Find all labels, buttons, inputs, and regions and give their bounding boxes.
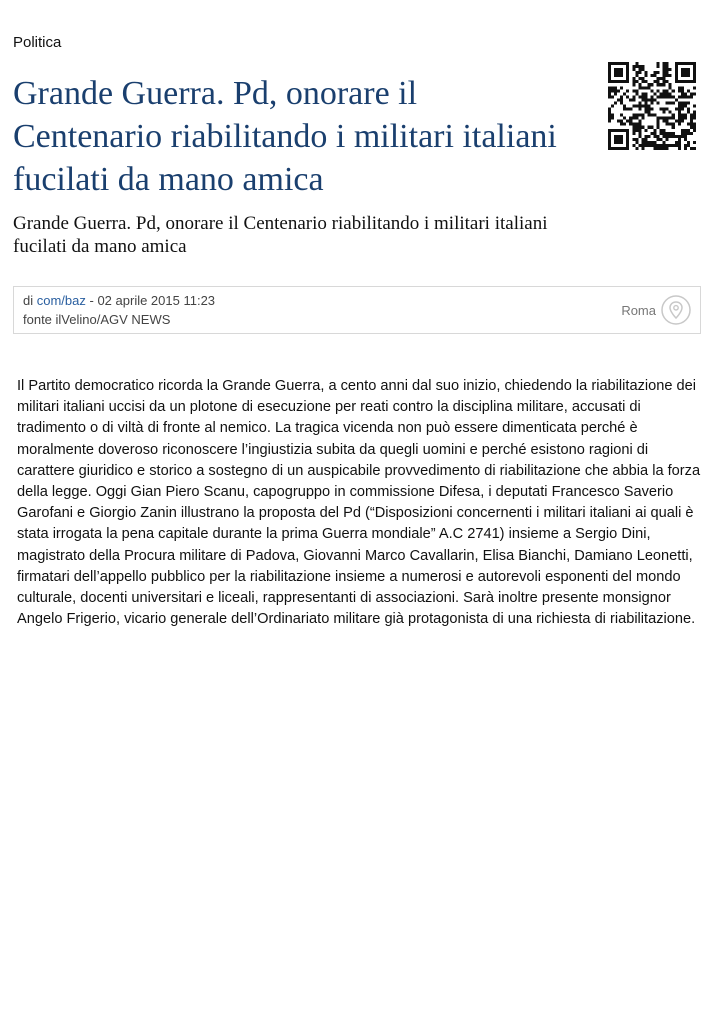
article-meta [13,286,701,334]
qr-code-icon [608,62,696,150]
publish-date: - 02 aprile 2015 11:23 [89,293,216,308]
byline [23,293,215,308]
author-link[interactable]: com/baz [36,293,86,308]
location-label: Roma [621,303,656,318]
article-title: Grande Guerra. Pd, onorare il Centenario riabilitando i militari italiani fucilati da mano amica [13,75,557,198]
byline-prefix: di [23,293,34,308]
article-body: Il Partito democratico ricorda la Grande Guerra, a cento anni dal suo inizio, chiedendo la riabilitazione dei militari italiani uccisi da un plotone di esecuzione per reati contro la disciplina militare, accusati di tradimento o di viltà di fronte al nemico. La tragica vicenda non può essere dimenticata perché è moralmente doveroso riconoscere l’ingiustizia subita da quegli uomini e perché esistono ragioni di carattere giuridico e storico a sostegno di un auspicabile provvedimento di riabilitazione che abbia la forza della legge. Oggi Gian Piero Scanu, capogruppo in commissione Difesa, i deputati Francesco Saverio Garofani e Giorgio Zanin illustrano la proposta del Pd (“Disposizioni concernenti i militari italiani ai quali è stata irrogata la pena capitale durante la prima Guerra mondiale” A.C 2741) insieme a Sergio Dini, magistrato della Procura militare di Padova, Giovanni Marco Cavallarin, Elisa Bianchi, Damiano Leonetti, firmatari dell’appello pubblico per la riabilitazione insieme a numerosi e autorevoli esponenti del mondo culturale, docenti universitari e liceali, rappresentanti di associazioni. Sarà inoltre presente monsignor Angelo Frigerio, vicario generale dell’Ordinariato militare già protagonista di una richiesta di riabilitazione. [17,378,701,628]
source-line: fonte ilVelino/AGV NEWS [23,312,171,327]
map-pin-icon [661,295,691,325]
category-label[interactable]: Politica [13,34,62,51]
article-subtitle: Grande Guerra. Pd, onorare il Centenario riabilitando i militari italiani fucilati da mano amica [13,213,548,257]
